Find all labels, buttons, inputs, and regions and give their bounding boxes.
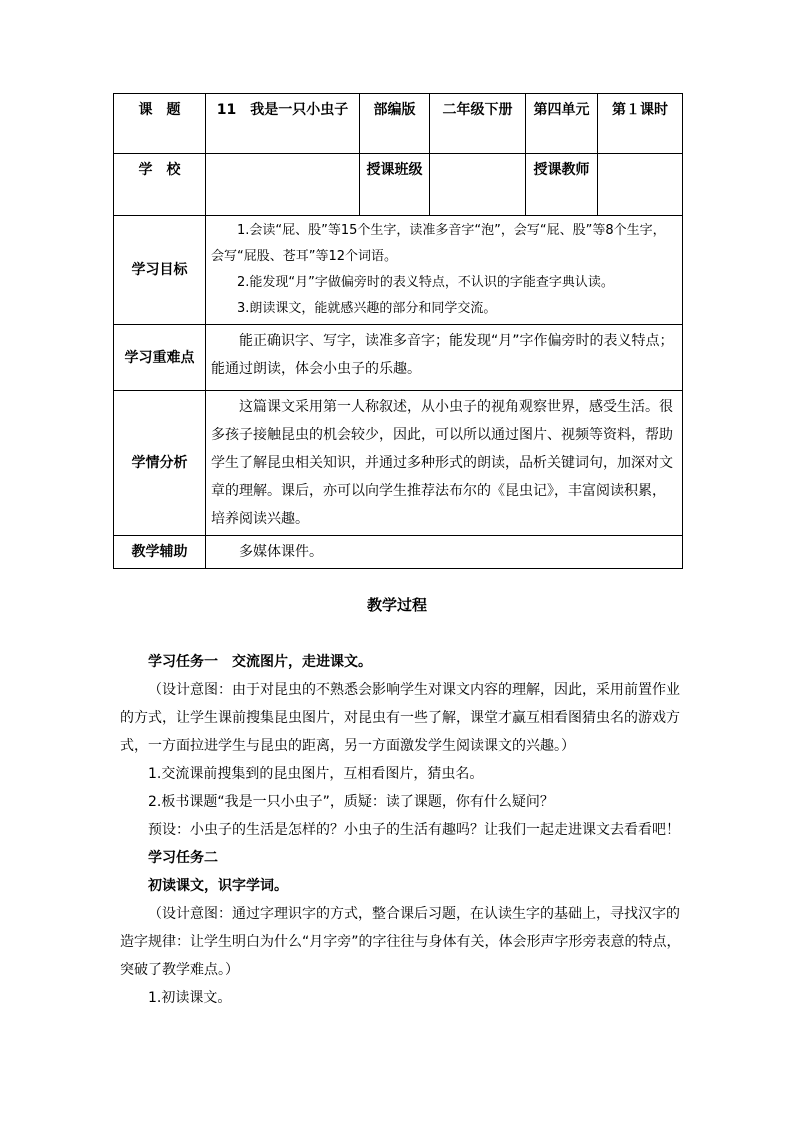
grade: 二年级下册	[430, 94, 526, 154]
edition: 部编版	[360, 94, 430, 154]
task1-preset: 预设：小虫子的生活是怎样的？小虫子的生活有趣吗？让我们一起走进课文去看看吧！	[148, 822, 680, 838]
period: 第１课时	[598, 94, 683, 154]
task1-step1: 1.交流课前搜集到的昆虫图片，互相看图片，猜虫名。	[148, 766, 484, 782]
school-label: 学 校	[114, 154, 206, 216]
task1-title: 学习任务一 交流图片，走进课文。	[148, 654, 372, 670]
lesson-label: 课 题	[114, 94, 206, 154]
table-row	[114, 216, 683, 325]
task1-intent: （设计意图：由于对昆虫的不熟悉会影响学生对课文内容的理解，因此，采用前置作业的方式，让学生课前搜集昆虫图片，对昆虫有一些了解，课堂才赢互相看图猜虫名的游戏方式，一方面拉进学生与昆虫的距离，另一方面激发学生阅读课文的兴趣。）	[120, 682, 680, 754]
aids-content	[206, 536, 683, 569]
task2-title: 学习任务二	[148, 850, 218, 866]
aids-text: 多媒体课件。	[239, 544, 323, 560]
table-row	[114, 94, 683, 154]
aids-label: 教学辅助	[114, 536, 206, 569]
unit: 第四单元	[526, 94, 598, 154]
task2-subtitle: 初读课文，识字学词。	[148, 878, 288, 894]
lesson-info-table	[113, 93, 683, 569]
table-row	[114, 391, 683, 536]
table-row	[114, 536, 683, 569]
goals-label: 学习目标	[114, 216, 206, 325]
table-row	[114, 325, 683, 391]
task1-step2: 2.板书课题“我是一只小虫子”，质疑：读了课题，你有什么疑问？	[148, 794, 554, 810]
class-label: 授课班级	[360, 154, 430, 216]
goal-item: 1.会读“屁、股”等15个生字，读准多音字“泡”，会写“屁、股”等8个生字，会写“屁股、苍耳”等12个词语。	[211, 223, 666, 264]
lesson-title: 11 我是一只小虫子	[206, 94, 360, 154]
teaching-process	[120, 648, 682, 1012]
section-title: 教学过程	[366, 596, 427, 614]
analysis-label: 学情分析	[114, 391, 206, 536]
class-value	[430, 154, 526, 216]
goal-item: 2.能发现“月”字做偏旁时的表义特点，不认识的字能查字典认读。	[237, 275, 614, 290]
key-points-label: 学习重难点	[114, 325, 206, 391]
key-points-text: 能正确识字、写字，读准多音字；能发现“月”字作偏旁时的表义特点；能通过朗读，体会小虫子的乐趣。	[211, 333, 674, 377]
teacher-value	[598, 154, 683, 216]
teacher-label: 授课教师	[526, 154, 598, 216]
analysis-text: 这篇课文采用第一人称叙述，从小虫子的视角观察世界，感受生活。很多孩子接触昆虫的机会较少，因此，可以所以通过图片、视频等资料，帮助学生了解昆虫相关知识，并通过多种形式的朗读，品析关键词句，加深对文章的理解。课后，亦可以向学生推荐法布尔的《昆虫记》，丰富阅读积累，培养阅读兴趣。	[211, 399, 673, 527]
goal-item: 3.朗读课文，能就感兴趣的部分和同学交流。	[237, 301, 497, 316]
goals-content	[206, 216, 683, 325]
task2-step1: 1.初读课文。	[148, 990, 232, 1006]
analysis-content	[206, 391, 683, 536]
school-value	[206, 154, 360, 216]
table-row	[114, 154, 683, 216]
task2-intent: （设计意图：通过字理识字的方式，整合课后习题，在认读生字的基础上，寻找汉字的造字规律：让学生明白为什么“月字旁”的字往往与身体有关，体会形声字形旁表意的特点，突破了教学难点。）	[120, 906, 681, 978]
key-points-content	[206, 325, 683, 391]
